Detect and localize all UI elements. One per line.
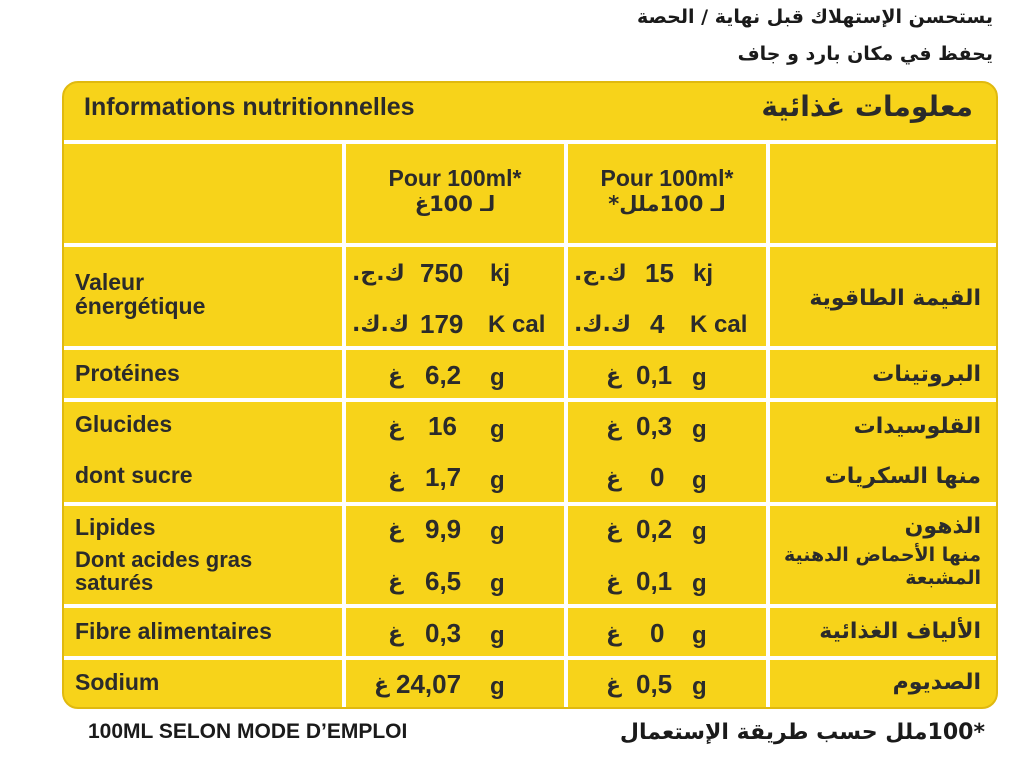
gram-unit-ar-col2: غ <box>606 467 622 492</box>
sodium-col1: 24,07 <box>396 669 462 699</box>
fat-col1: 9,9 <box>425 514 462 544</box>
kcal-unit: K cal <box>488 311 546 338</box>
gram-unit-ar-col2: غ <box>606 673 622 698</box>
storage-note-line1: يستحسن الإستهلاك قبل نهاية / الحصة <box>636 6 993 28</box>
energy-label-ar: القيمة الطاقوية <box>809 286 981 311</box>
column-header-1-line1: Pour 100ml* <box>388 165 522 191</box>
footer-note-ar: *100ملل حسب طريقة الإستعمال <box>619 720 985 745</box>
gram-unit-ar: غ <box>374 673 390 698</box>
gram-unit: g <box>490 570 505 597</box>
sugar-col2: 0 <box>650 462 665 492</box>
gram-unit-ar-col2: غ <box>606 364 622 389</box>
col1-kcal-value: 179 <box>420 309 464 339</box>
gram-unit: g <box>490 518 505 545</box>
gram-unit-ar-col2: غ <box>606 622 622 647</box>
col2-kj-value: 15 <box>645 258 674 288</box>
gram-unit-ar: غ <box>388 467 404 492</box>
energy-label-fr: Valeur énergétique <box>75 269 206 320</box>
sodium-col2: 0,5 <box>636 669 673 699</box>
grid-line <box>766 140 770 707</box>
kcal-unit-ar: ك.ك. <box>352 312 410 337</box>
grid-line <box>64 243 996 247</box>
storage-note-line2: يحفظ في مكان بارد و جاف <box>737 43 993 65</box>
protein-label-ar: البروتينات <box>872 362 981 387</box>
title-french: Informations nutritionnelles <box>84 93 415 121</box>
sugar-label-fr: dont sucre <box>75 462 193 488</box>
carbs-label-fr: Glucides <box>75 411 173 437</box>
gram-unit-ar: غ <box>388 622 404 647</box>
gram-unit-col2: g <box>692 622 707 649</box>
gram-unit-ar-col2: غ <box>606 518 622 543</box>
footer-note-fr: 100ML SELON MODE D’EMPLOI <box>88 720 408 743</box>
column-header-1 <box>346 165 564 216</box>
fibre-label-fr: Fibre alimentaires <box>75 618 272 644</box>
gram-unit: g <box>490 622 505 649</box>
grid-line <box>564 140 568 707</box>
carbs-col2: 0,3 <box>636 411 673 441</box>
grid-line <box>64 346 996 350</box>
grid-line <box>342 140 346 707</box>
gram-unit-col2: g <box>692 467 707 494</box>
kj-unit: kj <box>490 260 511 287</box>
sodium-label-ar: الصديوم <box>892 670 981 695</box>
gram-unit-col2: g <box>692 518 707 545</box>
fibre-label-ar: الألياف الغذائية <box>819 619 981 644</box>
saturated-label-fr: Dont acides gras saturés <box>75 547 253 596</box>
title-arabic: معلومات غذائية <box>761 90 973 123</box>
saturated-col1: 6,5 <box>425 566 462 596</box>
col2-kcal-value: 4 <box>650 309 665 339</box>
protein-label-fr: Protéines <box>75 360 180 386</box>
fat-col2: 0,2 <box>636 514 673 544</box>
saturated-col2: 0,1 <box>636 566 673 596</box>
carbs-col1: 16 <box>428 411 457 441</box>
column-header-2-line2: لـ 100ملل* <box>608 192 726 216</box>
gram-unit: g <box>490 416 505 443</box>
carbs-label-ar: القلوسيدات <box>853 414 981 439</box>
gram-unit-ar-col2: غ <box>606 416 622 441</box>
kcal-unit-ar-col2: ك.ك. <box>574 312 632 337</box>
protein-col2: 0,1 <box>636 360 673 390</box>
grid-line <box>64 656 996 660</box>
gram-unit: g <box>490 467 505 494</box>
grid-line <box>64 398 996 402</box>
saturated-label-ar: منها الأحماض الدهنية المشبعة <box>783 544 981 589</box>
gram-unit: g <box>490 673 505 700</box>
gram-unit-col2: g <box>692 570 707 597</box>
gram-unit-ar: غ <box>388 364 404 389</box>
gram-unit: g <box>490 364 505 391</box>
gram-unit-col2: g <box>692 416 707 443</box>
grid-line <box>64 604 996 608</box>
col1-kj-value: 750 <box>420 258 464 288</box>
sodium-label-fr: Sodium <box>75 669 160 695</box>
fat-label-fr: Lipides <box>75 514 156 540</box>
kj-unit-ar-col2: ك.ج. <box>574 261 627 286</box>
grid-line <box>64 140 996 144</box>
gram-unit-ar-col2: غ <box>606 570 622 595</box>
gram-unit-ar: غ <box>388 518 404 543</box>
fibre-col2: 0 <box>650 618 665 648</box>
column-header-2-line1: Pour 100ml* <box>600 165 734 191</box>
kj-unit-ar: ك.ج. <box>352 261 405 286</box>
column-header-1-line2: لـ 100غ <box>414 192 496 216</box>
column-header-2 <box>568 165 766 216</box>
fat-label-ar: الذهون <box>904 514 981 539</box>
kcal-unit-col2: K cal <box>690 311 748 338</box>
kj-unit-col2: kj <box>693 260 714 287</box>
gram-unit-col2: g <box>692 364 707 391</box>
sugar-label-ar: منها السكريات <box>824 464 981 489</box>
sugar-col1: 1,7 <box>425 462 462 492</box>
grid-line <box>64 502 996 506</box>
gram-unit-ar: غ <box>388 416 404 441</box>
protein-col1: 6,2 <box>425 360 462 390</box>
gram-unit-ar: غ <box>388 570 404 595</box>
fibre-col1: 0,3 <box>425 618 462 648</box>
gram-unit-col2: g <box>692 673 707 700</box>
